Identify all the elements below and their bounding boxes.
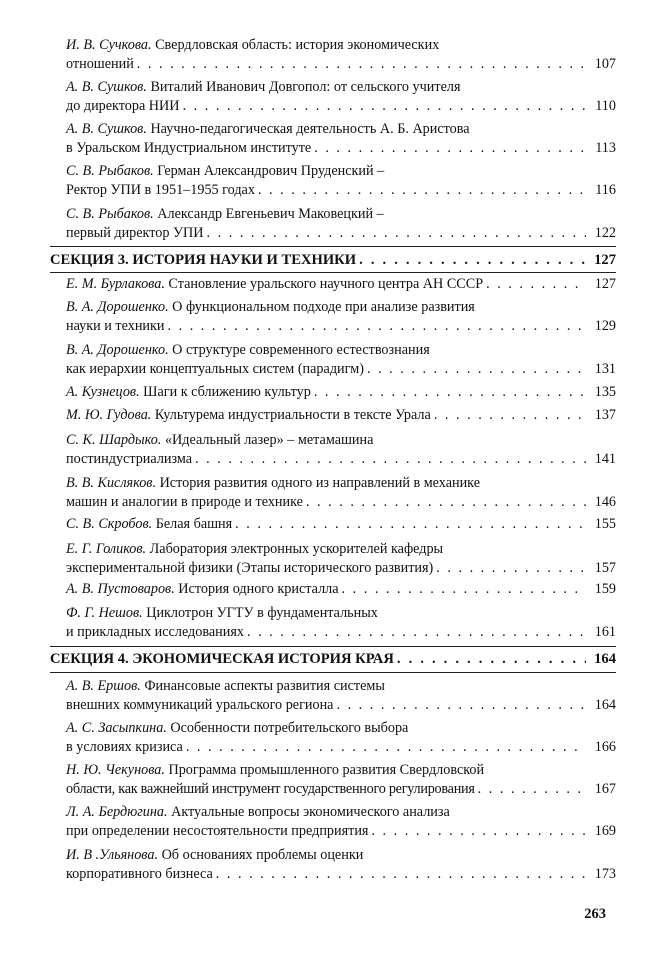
leader-dots bbox=[247, 623, 586, 642]
leader-dots bbox=[207, 224, 586, 243]
entry-title-line: корпоративного бизнеса bbox=[66, 866, 213, 882]
leader-dots bbox=[216, 865, 586, 884]
leader-dots bbox=[367, 360, 586, 379]
toc-entry bbox=[66, 275, 616, 294]
entry-page: 131 bbox=[594, 361, 616, 377]
entry-title-line: отношений bbox=[66, 56, 134, 72]
toc-entry bbox=[66, 162, 616, 200]
toc-entry bbox=[66, 383, 616, 402]
entry-author: Н. Ю. Чекунова. bbox=[66, 762, 165, 778]
entry-author: А. Кузнецов. bbox=[66, 384, 140, 400]
leader-dots bbox=[359, 251, 586, 270]
entry-title-line: до директора НИИ bbox=[66, 98, 180, 114]
entry-title-line: Свердловская область: история экономических bbox=[155, 37, 440, 53]
entry-author: Ф. Г. Нешов. bbox=[66, 605, 143, 621]
entry-title-line: Александр Евгеньевич Маковецкий – bbox=[157, 206, 384, 222]
section-divider bbox=[50, 672, 616, 673]
entry-page: 113 bbox=[595, 140, 616, 156]
entry-title-line: Виталий Иванович Довгопол: от сельского учителя bbox=[150, 79, 461, 95]
entry-title-line: Герман Александрович Пруденский – bbox=[157, 163, 385, 179]
leader-dots bbox=[336, 696, 586, 715]
entry-title-line: Научно-педагогическая деятельность А. Б. Аристова bbox=[150, 121, 470, 137]
section-title: СЕКЦИЯ 3. ИСТОРИЯ НАУКИ И ТЕХНИКИ bbox=[50, 252, 357, 268]
toc-entry bbox=[66, 474, 616, 512]
leader-dots bbox=[397, 650, 586, 669]
toc-entry bbox=[66, 580, 616, 599]
leader-dots bbox=[258, 181, 586, 200]
entry-title-line: Программа промышленного развития Свердловской bbox=[168, 762, 485, 778]
entry-title-line: Особенности потребительского выбора bbox=[170, 720, 409, 736]
entry-page: 129 bbox=[594, 318, 616, 334]
entry-page: 173 bbox=[594, 866, 616, 882]
entry-title-line: и прикладных исследованиях bbox=[66, 624, 244, 640]
entry-author: Л. А. Бердюгина. bbox=[66, 804, 168, 820]
entry-title-line: Финансовые аспекты развития системы bbox=[144, 678, 385, 694]
entry-page: 169 bbox=[594, 823, 616, 839]
entry-page: 135 bbox=[594, 384, 616, 400]
entry-title-line: в Уральском Индустриальном институте bbox=[66, 140, 312, 156]
entry-title-line: Становление уральского научного центра АН СССР bbox=[168, 276, 484, 292]
leader-dots bbox=[137, 55, 586, 74]
entry-author: И. В. Сучкова. bbox=[66, 37, 152, 53]
entry-title-line: области, как важнейший инструмент государственного регулирования bbox=[66, 781, 475, 797]
entry-title-line: Об основаниях проблемы оценки bbox=[161, 847, 364, 863]
toc-entry bbox=[66, 515, 616, 534]
toc-entry bbox=[66, 78, 616, 116]
page-number: 263 bbox=[584, 906, 606, 922]
entry-author: Е. М. Бурлакова. bbox=[66, 276, 165, 292]
entry-title-line: Культурема индустриальности в тексте Урала bbox=[154, 407, 431, 423]
toc-entry bbox=[66, 846, 616, 884]
toc-entry bbox=[66, 803, 616, 841]
entry-title-line: при определении несостоятельности предприятия bbox=[66, 823, 369, 839]
leader-dots bbox=[314, 383, 586, 402]
entry-title-line: Лаборатория электронных ускорителей кафедры bbox=[149, 541, 444, 557]
entry-title-line: экспериментальной физики (Этапы исторического развития) bbox=[66, 560, 434, 576]
leader-dots bbox=[235, 515, 586, 534]
entry-author: А. В. Ершов. bbox=[66, 678, 141, 694]
entry-author: А. В. Сушков. bbox=[66, 121, 147, 137]
toc-entry bbox=[66, 761, 616, 799]
entry-title-line: История развития одного из направлений в механике bbox=[159, 475, 481, 491]
entry-title-line: в условиях кризиса bbox=[66, 739, 183, 755]
section-heading bbox=[50, 650, 616, 669]
entry-title-line: Циклотрон УГТУ в фундаментальных bbox=[146, 605, 378, 621]
entry-page: 146 bbox=[594, 494, 616, 510]
section-title: СЕКЦИЯ 4. ЭКОНОМИЧЕСКАЯ ИСТОРИЯ КРАЯ bbox=[50, 651, 394, 667]
leader-dots bbox=[434, 406, 586, 425]
leader-dots bbox=[183, 97, 586, 116]
entry-title-line: О функциональном подходе при анализе развития bbox=[172, 299, 475, 315]
entry-title-line: Актуальные вопросы экономического анализа bbox=[171, 804, 450, 820]
entry-title-line: Ректор УПИ в 1951–1955 годах bbox=[66, 182, 255, 198]
entry-title-line: постиндустриализма bbox=[66, 451, 193, 467]
leader-dots bbox=[486, 275, 586, 294]
entry-page: 110 bbox=[595, 98, 616, 114]
toc-entry bbox=[66, 431, 616, 469]
leader-dots bbox=[306, 493, 586, 512]
entry-page: 122 bbox=[594, 225, 616, 241]
entry-author: М. Ю. Гудова. bbox=[66, 407, 152, 423]
entry-title-line: История одного кристалла bbox=[178, 581, 339, 597]
entry-author: Е. Г. Голиков. bbox=[66, 541, 147, 557]
entry-author: И. В .Ульянова. bbox=[66, 847, 159, 863]
entry-page: 155 bbox=[594, 516, 616, 532]
toc-entry bbox=[66, 298, 616, 336]
entry-author: А. В. Пустоваров. bbox=[66, 581, 175, 597]
entry-author: В. А. Дорошенко. bbox=[66, 342, 169, 358]
entry-author: В. В. Кисляков. bbox=[66, 475, 157, 491]
toc-entry bbox=[66, 406, 616, 425]
leader-dots bbox=[342, 580, 586, 599]
entry-title-line: первый директор УПИ bbox=[66, 225, 204, 241]
leader-dots bbox=[436, 559, 586, 578]
section-divider bbox=[50, 272, 616, 273]
entry-author: С. В. Скробов. bbox=[66, 516, 153, 532]
leader-dots bbox=[186, 738, 586, 757]
toc-entry bbox=[66, 341, 616, 379]
entry-author: А. С. Засыпкина. bbox=[66, 720, 167, 736]
entry-page: 159 bbox=[594, 581, 616, 597]
section-page: 127 bbox=[594, 252, 616, 268]
entry-page: 116 bbox=[595, 182, 616, 198]
entry-author: С. К. Шардыко. bbox=[66, 432, 162, 448]
entry-page: 166 bbox=[594, 739, 616, 755]
entry-title-line: «Идеальный лазер» – метамашина bbox=[164, 432, 374, 448]
entry-author: В. А. Дорошенко. bbox=[66, 299, 169, 315]
leader-dots bbox=[168, 317, 586, 336]
section-divider bbox=[50, 646, 616, 647]
toc-entry bbox=[66, 677, 616, 715]
toc-entry bbox=[66, 719, 616, 757]
toc-entry bbox=[66, 36, 616, 74]
entry-page: 137 bbox=[594, 407, 616, 423]
entry-title-line: машин и аналогии в природе и технике bbox=[66, 494, 303, 510]
entry-page: 141 bbox=[594, 451, 616, 467]
section-page: 164 bbox=[594, 651, 616, 667]
leader-dots bbox=[314, 139, 586, 158]
entry-author: С. В. Рыбаков. bbox=[66, 163, 154, 179]
entry-page: 167 bbox=[594, 781, 616, 797]
entry-page: 164 bbox=[594, 697, 616, 713]
leader-dots bbox=[371, 822, 586, 841]
leader-dots bbox=[195, 450, 586, 469]
section-divider bbox=[50, 246, 616, 247]
entry-title-line: Белая башня bbox=[155, 516, 233, 532]
entry-page: 107 bbox=[594, 56, 616, 72]
entry-author: А. В. Сушков. bbox=[66, 79, 147, 95]
entry-title-line: науки и техники bbox=[66, 318, 165, 334]
toc-entry bbox=[66, 604, 616, 642]
leader-dots bbox=[478, 780, 586, 799]
section-heading bbox=[50, 251, 616, 270]
toc-entry bbox=[66, 120, 616, 158]
toc-entry bbox=[66, 205, 616, 243]
entry-title-line: Шаги к сближению культур bbox=[143, 384, 311, 400]
entry-title-line: как иерархии концептуальных систем (парадигм) bbox=[66, 361, 364, 377]
entry-author: С. В. Рыбаков. bbox=[66, 206, 154, 222]
entry-title-line: О структуре современного естествознания bbox=[172, 342, 430, 358]
toc-entry bbox=[66, 540, 616, 578]
entry-page: 161 bbox=[594, 624, 616, 640]
entry-page: 157 bbox=[594, 560, 616, 576]
entry-title-line: внешних коммуникаций уральского региона bbox=[66, 697, 334, 713]
entry-page: 127 bbox=[594, 276, 616, 292]
